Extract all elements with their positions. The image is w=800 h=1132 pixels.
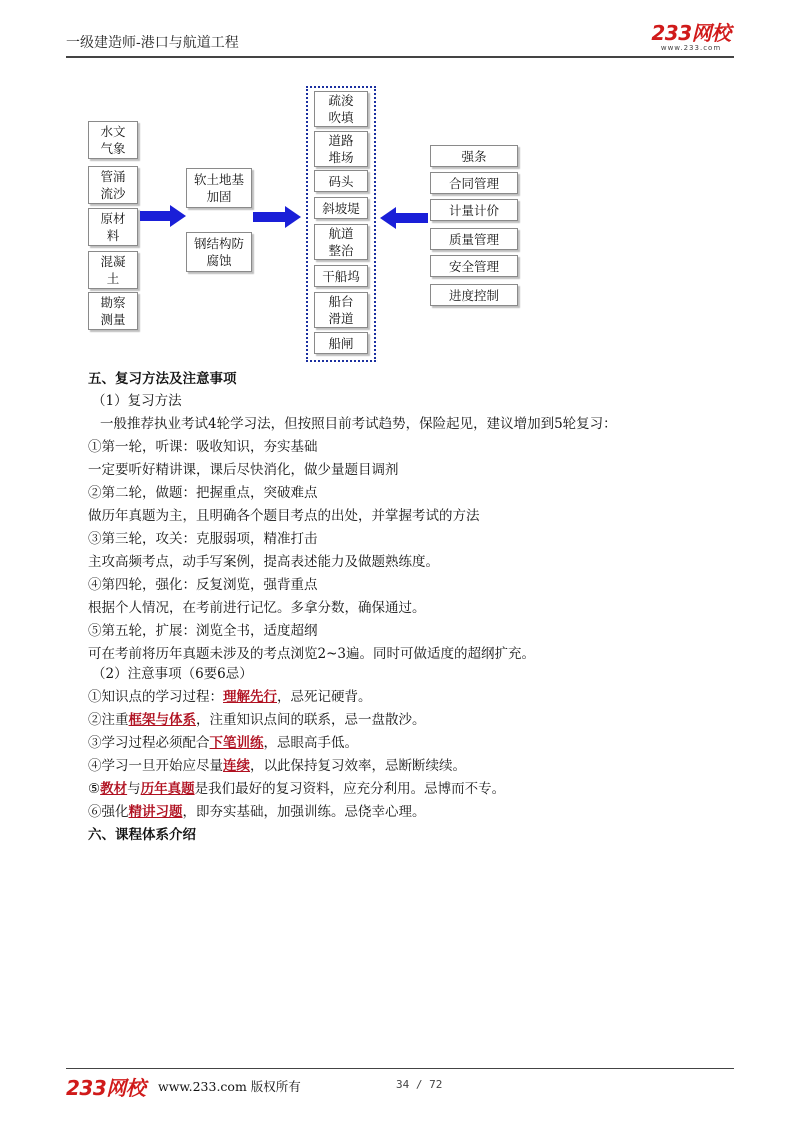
note-item: ⑤教材与历年真题是我们最好的复习资料，应充分利用。忌博而不专。: [88, 781, 506, 797]
logo-url: www.233.com: [660, 44, 722, 52]
footer-copyright: www.233.com 版权所有: [158, 1079, 301, 1094]
note-item: ④学习一旦开始应尽量连续，以此保持复习效率，忌断断续续。: [88, 758, 466, 774]
paragraph: 一般推荐执业考试4轮学习法，但按照目前考试趋势，保险起见，建议增加到5轮复习：: [100, 416, 617, 432]
middle-box: 软土地基 加固: [186, 168, 252, 208]
left-box: 水文 气象: [88, 121, 138, 159]
left-box: 原材 料: [88, 208, 138, 246]
right-box: 合同管理: [430, 172, 518, 194]
center-box: 航道 整治: [314, 224, 368, 260]
arrow-right-icon: [140, 205, 188, 227]
left-box: 混凝 土: [88, 251, 138, 289]
center-box: 疏浚 吹填: [314, 91, 368, 127]
center-box: 船台 滑道: [314, 292, 368, 328]
section-heading: 六、课程体系介绍: [88, 827, 196, 843]
section-heading: 五、复习方法及注意事项: [88, 371, 237, 387]
footer-logo: 233网校: [66, 1076, 146, 1100]
center-box: 道路 堆场: [314, 131, 368, 167]
round-desc: 做历年真题为主，且明确各个题目考点的出处，并掌握考试的方法: [88, 508, 480, 524]
right-box: 质量管理: [430, 228, 518, 250]
subsection-heading: （1）复习方法: [92, 393, 182, 409]
arrow-right-icon: [253, 206, 303, 228]
footer-divider: [66, 1068, 734, 1069]
note-item: ①知识点的学习过程：理解先行，忌死记硬背。: [88, 689, 372, 705]
round-title: ②第二轮，做题：把握重点，突破难点: [88, 485, 318, 501]
round-title: ④第四轮，强化：反复浏览，强背重点: [88, 577, 318, 593]
right-box: 强条: [430, 145, 518, 167]
note-item: ②注重框架与体系，注重知识点间的联系，忌一盘散沙。: [88, 712, 426, 728]
middle-box: 钢结构防 腐蚀: [186, 232, 252, 272]
header-title: 一级建造师-港口与航道工程: [66, 35, 239, 51]
round-title: ③第三轮，攻关：克服弱项，精准打击: [88, 531, 318, 547]
logo-text: 233网校: [651, 21, 731, 45]
right-box: 计量计价: [430, 199, 518, 221]
left-box: 管涌 流沙: [88, 166, 138, 204]
round-desc: 根据个人情况，在考前进行记忆。多拿分数，确保通过。: [88, 600, 426, 616]
center-box: 斜坡堤: [314, 197, 368, 219]
header-divider: [66, 56, 734, 58]
left-box: 勘察 测量: [88, 292, 138, 330]
round-title: ⑤第五轮，扩展：浏览全书，适度超纲: [88, 623, 318, 639]
center-box: 干船坞: [314, 265, 368, 287]
center-box: 船闸: [314, 332, 368, 354]
round-desc: 一定要听好精讲课，课后尽快消化，做少量题目调剂: [88, 462, 399, 478]
right-box: 进度控制: [430, 284, 518, 306]
round-desc: 可在考前将历年真题未涉及的考点浏览2~3遍。同时可做适度的超纲扩充。: [88, 646, 535, 662]
subsection-heading: （2）注意事项（6要6忌）: [92, 666, 253, 682]
page-number: 34 / 72: [396, 1078, 443, 1091]
note-item: ⑥强化精讲习题，即夯实基础，加强训练。忌侥幸心理。: [88, 804, 426, 820]
round-desc: 主攻高频考点，动手写案例，提高表述能力及做题熟练度。: [88, 554, 439, 570]
site-logo: [648, 22, 734, 52]
arrow-left-icon: [378, 207, 428, 229]
center-box: 码头: [314, 170, 368, 192]
right-box: 安全管理: [430, 255, 518, 277]
note-item: ③学习过程必须配合下笔训练，忌眼高手低。: [88, 735, 358, 751]
round-title: ①第一轮，听课：吸收知识，夯实基础: [88, 439, 318, 455]
